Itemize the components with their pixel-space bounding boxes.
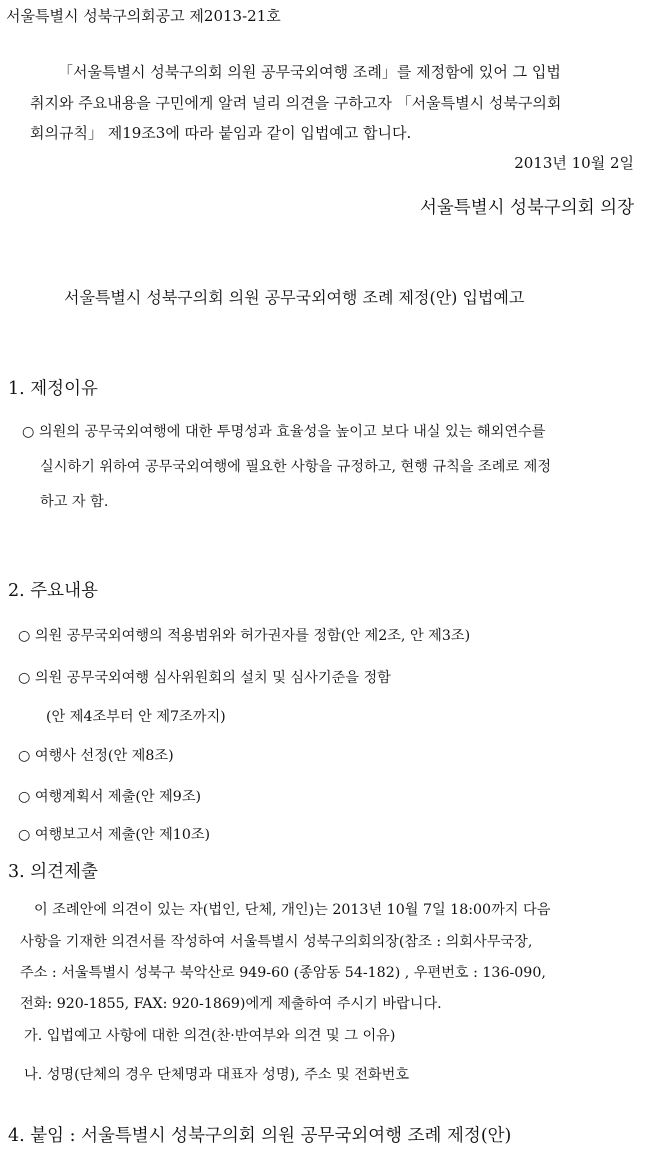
section-2-item-1: ○ 의원 공무국외여행의 적용범위와 허가권자를 정함(안 제2조, 안 제3조) — [18, 628, 471, 644]
intro-line-3: 회의규칙」 제19조3에 따라 붙임과 같이 입법예고 합니다. — [30, 124, 412, 142]
section-4-attachment: 4. 붙임 : 서울특별시 성북구의회 의원 공무국외여행 조례 제정(안) — [8, 1126, 512, 1146]
section-3-line-3: 주소 : 서울특별시 성북구 북악산로 949-60 (종암동 54-182) , 우편번호 : 136-090, — [20, 965, 546, 981]
notice-date: 2013년 10월 2일 — [514, 154, 634, 172]
intro-line-1: 「서울특별시 성북구의회 의원 공무국외여행 조례」를 제정함에 있어 그 입법 — [58, 63, 561, 81]
section-3-item-ga: 가. 입법예고 사항에 대한 의견(찬·반여부와 의견 및 그 이유) — [24, 1028, 396, 1044]
signatory: 서울특별시 성북구의회 의장 — [420, 198, 634, 218]
section-1-heading: 1. 제정이유 — [8, 379, 98, 399]
section-2-item-4: ○ 여행계획서 제출(안 제9조) — [18, 789, 202, 805]
section-1-line-2: 실시하기 위하여 공무국외여행에 필요한 사항을 규정하고, 현행 규칙을 조례로 제정 — [40, 459, 552, 475]
section-3-heading: 3. 의견제출 — [8, 862, 98, 882]
section-2-item-5: ○ 여행보고서 제출(안 제10조) — [18, 827, 211, 843]
section-2-item-2: ○ 의원 공무국외여행 심사위원회의 설치 및 심사기준을 정함 — [18, 670, 391, 686]
notice-number: 서울특별시 성북구의회공고 제2013-21호 — [6, 7, 281, 25]
section-3-line-2: 사항을 기재한 의견서를 작성하여 서울특별시 성북구의회의장(참조 : 의회사무국장, — [20, 934, 533, 950]
section-2-heading: 2. 주요내용 — [8, 581, 98, 601]
document-title: 서울특별시 성북구의회 의원 공무국외여행 조례 제정(안) 입법예고 — [64, 288, 525, 307]
section-3-item-na: 나. 성명(단체의 경우 단체명과 대표자 성명), 주소 및 전화번호 — [24, 1067, 410, 1083]
section-2-item-3: ○ 여행사 선정(안 제8조) — [18, 748, 174, 764]
section-3-line-4: 전화: 920-1855, FAX: 920-1869)에게 제출하여 주시기 바랍니다. — [20, 996, 442, 1012]
section-1-line-3: 하고 자 함. — [40, 494, 109, 510]
section-2-item-2-cont: (안 제4조부터 안 제7조까지) — [46, 709, 226, 725]
intro-line-2: 취지와 주요내용을 구민에게 알려 널리 의견을 구하고자 「서울특별시 성북구의회 — [30, 94, 562, 112]
section-1-line-1: ○ 의원의 공무국외여행에 대한 투명성과 효율성을 높이고 보다 내실 있는 해외연수를 — [22, 424, 546, 440]
section-3-line-1: 이 조례안에 의견이 있는 자(법인, 단체, 개인)는 2013년 10월 7일 18:00까지 다음 — [34, 902, 551, 918]
